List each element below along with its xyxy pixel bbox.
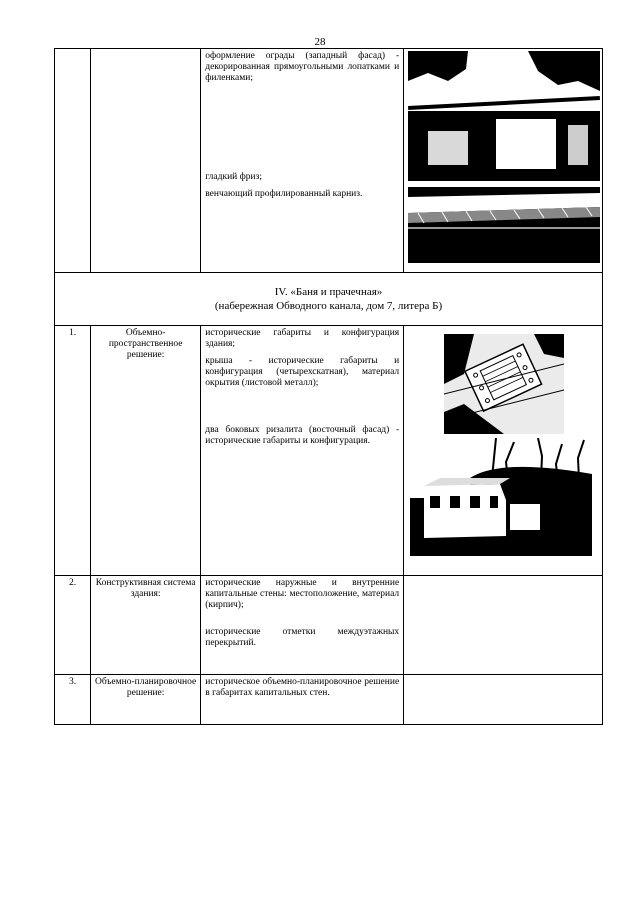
description-item: историческое объемно-планировочное решение в габаритах капитальных стен. [205, 677, 400, 698]
row-name-cell: Конструктивная система здания: [91, 576, 201, 675]
table-row [55, 576, 603, 675]
description-item: исторические отметки междуэтажных перекрытий. [205, 627, 400, 648]
site-plan-image [444, 334, 564, 434]
description-item: венчающий профилированный карниз. [205, 189, 363, 199]
row-image-cell [404, 576, 603, 675]
table-row [55, 675, 603, 725]
row-image-cell [404, 326, 603, 576]
row-number-cell [55, 49, 91, 273]
row-description-cell [201, 49, 404, 273]
page-number: 28 [314, 36, 326, 48]
description-item: оформление ограды (западный фасад) - декорированная прямоугольными лопатками и филенками; [205, 51, 400, 83]
building-photo [410, 438, 592, 556]
section-title: IV. «Баня и прачечная» [274, 286, 383, 298]
row-description-cell [201, 675, 404, 725]
section-address: (набережная Обводного канала, дом 7, литера Б) [214, 300, 443, 312]
description-item: исторические габариты и конфигурация здания; [205, 328, 400, 349]
row-number-cell: 3. [55, 675, 91, 725]
description-item: крыша - исторические габариты и конфигурация (четырехскатная), материал окрытия (листовой металл); [205, 356, 400, 388]
row-name-cell: Объемно-планировочное решение: [91, 675, 201, 725]
description-item: два боковых ризалита (восточный фасад) - исторические габариты и конфигурация. [205, 425, 400, 446]
row-description-cell [201, 326, 404, 576]
fence-facade-photo [408, 51, 600, 181]
row-image-cell [404, 675, 603, 725]
description-item: исторические наружные и внутренние капитальные стены: местоположение, материал (кирпич); [205, 578, 400, 610]
table-row [55, 326, 603, 576]
row-number-cell: 2. [55, 576, 91, 675]
row-number-cell: 1. [55, 326, 91, 576]
frieze-cornice-photo [408, 187, 600, 263]
row-description-cell [201, 576, 404, 675]
description-item: гладкий фриз; [205, 172, 262, 182]
protection-subject-table [54, 48, 603, 725]
row-name-cell: Объемно-пространственное решение: [91, 326, 201, 576]
section-header-row [55, 273, 603, 326]
row-image-cell [404, 49, 603, 273]
table-row [55, 49, 603, 273]
section-header-cell [55, 273, 603, 326]
row-name-cell [91, 49, 201, 273]
